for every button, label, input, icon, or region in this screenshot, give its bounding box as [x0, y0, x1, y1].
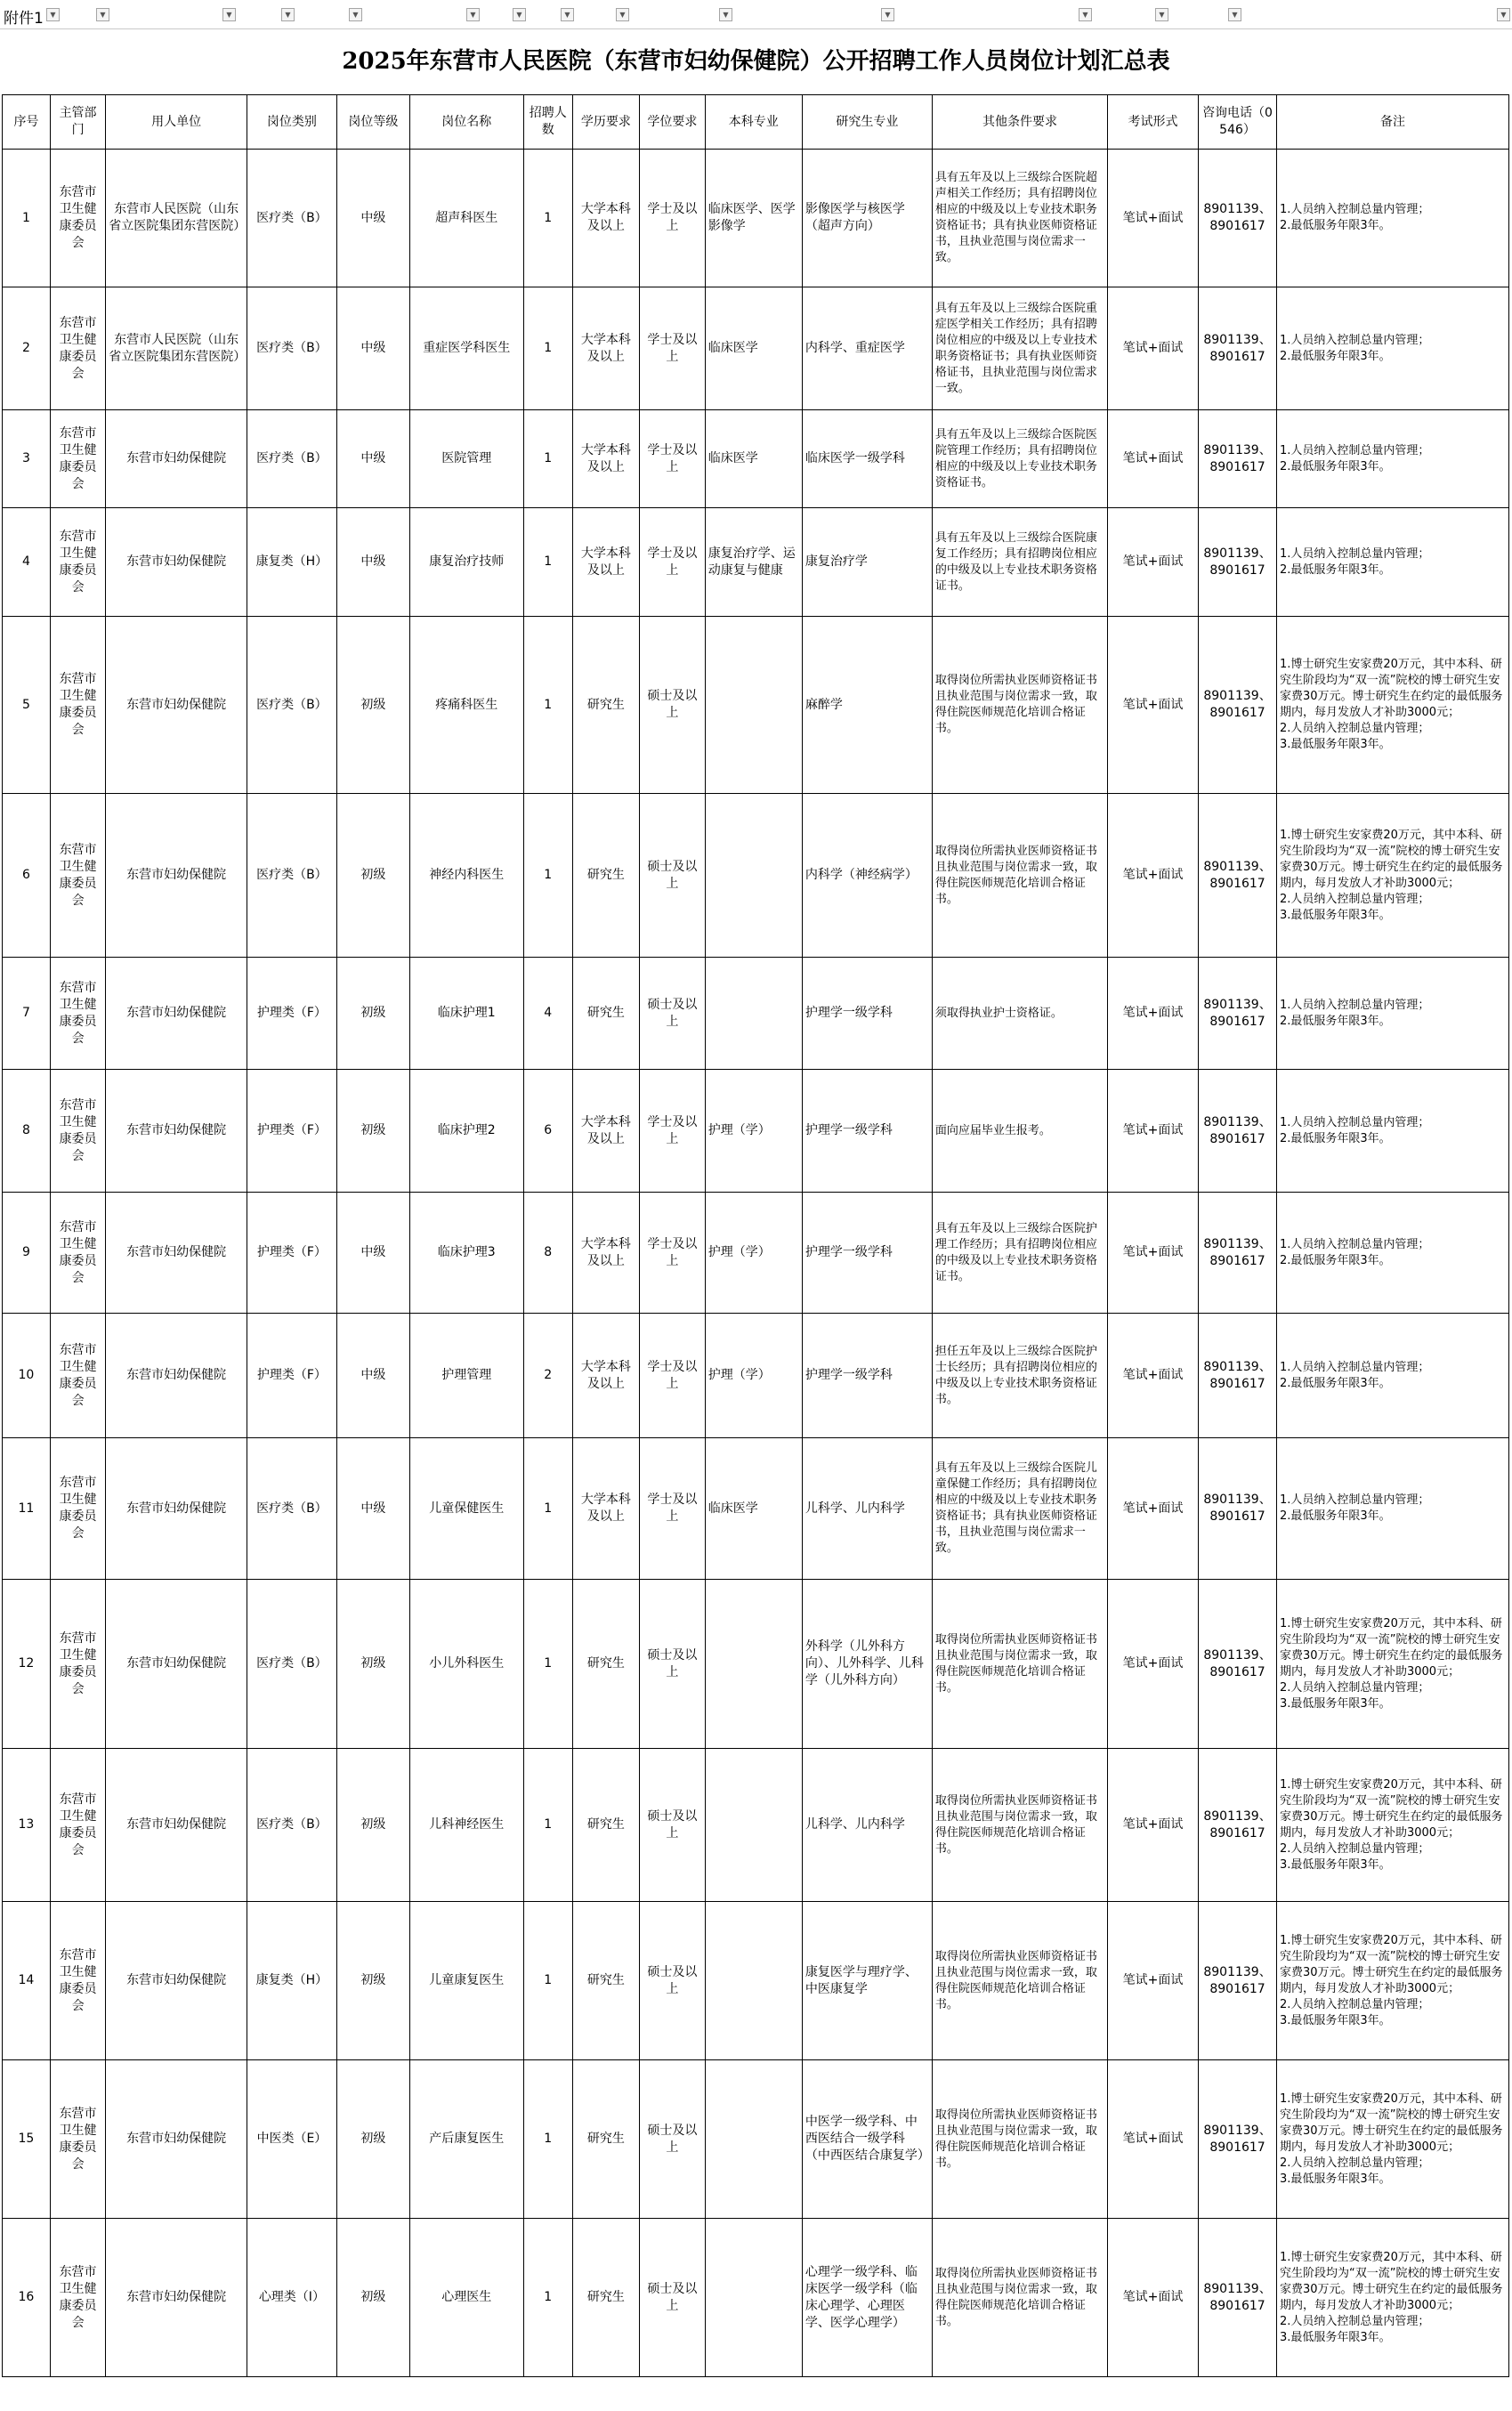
cell-remarks[interactable]: 1.博士研究生安家费20万元，其中本科、研究生阶段均为“双一流”院校的博士研究生安家费30万元。博士研究生在约定的最低服务期内，每月发放人才补助3000元； 2.人员纳入控制总量内管理； 3.最低服务年限3年。	[1276, 1580, 1508, 1749]
cell-post-name[interactable]: 医院管理	[409, 410, 523, 508]
cell-department[interactable]: 东营市卫生健康委员会	[50, 1902, 105, 2060]
cell-education[interactable]: 研究生	[572, 958, 639, 1070]
filter-bar	[0, 0, 1512, 29]
cell-index[interactable]: 7	[3, 958, 51, 1070]
cell-remarks[interactable]: 1.人员纳入控制总量内管理； 2.最低服务年限3年。	[1276, 1314, 1508, 1438]
cell-employer[interactable]: 东营市妇幼保健院	[106, 2219, 247, 2377]
cell-post-name[interactable]: 临床护理3	[409, 1193, 523, 1314]
cell-graduate-major[interactable]: 内科学（神经病学）	[802, 794, 932, 958]
cell-degree[interactable]: 学士及以上	[640, 1314, 706, 1438]
cell-graduate-major[interactable]: 内科学、重症医学	[802, 287, 932, 410]
col-header-undergrad-major[interactable]: 本科专业	[705, 95, 802, 150]
cell-post-grade[interactable]: 初级	[336, 617, 409, 794]
cell-education[interactable]: 大学本科及以上	[572, 1193, 639, 1314]
cell-exam-format[interactable]: 笔试+面试	[1108, 1314, 1199, 1438]
cell-post-name[interactable]: 康复治疗技师	[409, 508, 523, 617]
cell-degree[interactable]: 学士及以上	[640, 1193, 706, 1314]
table-row	[3, 958, 1509, 1070]
cell-post-name[interactable]: 儿童保健医生	[409, 1438, 523, 1580]
table-row	[3, 617, 1509, 794]
cell-department[interactable]: 东营市卫生健康委员会	[50, 794, 105, 958]
cell-post-grade[interactable]: 初级	[336, 2219, 409, 2377]
col-header-remarks[interactable]: 备注	[1276, 95, 1508, 150]
filter-dropdown-icon[interactable]: ▼	[96, 8, 109, 21]
cell-undergrad-major[interactable]: 临床医学	[705, 1438, 802, 1580]
cell-other-requirements[interactable]: 取得岗位所需执业医师资格证书且执业范围与岗位需求一致，取得住院医师规范化培训合格证书。	[932, 2219, 1107, 2377]
col-header-post-category[interactable]: 岗位类别	[247, 95, 337, 150]
cell-post-name[interactable]: 疼痛科医生	[409, 617, 523, 794]
cell-headcount[interactable]: 1	[523, 410, 572, 508]
filter-dropdown-icon[interactable]: ▼	[881, 8, 894, 21]
cell-index[interactable]: 11	[3, 1438, 51, 1580]
cell-education[interactable]: 研究生	[572, 2060, 639, 2219]
cell-remarks[interactable]: 1.博士研究生安家费20万元，其中本科、研究生阶段均为“双一流”院校的博士研究生安家费30万元。博士研究生在约定的最低服务期内，每月发放人才补助3000元； 2.人员纳入控制总量内管理； 3.最低服务年限3年。	[1276, 1749, 1508, 1902]
cell-education[interactable]: 大学本科及以上	[572, 150, 639, 287]
cell-post-name[interactable]: 临床护理1	[409, 958, 523, 1070]
cell-phone[interactable]: 8901139、8901617	[1199, 1070, 1277, 1193]
cell-graduate-major[interactable]: 中医学一级学科、中西医结合一级学科（中西医结合康复学）	[802, 2060, 932, 2219]
cell-department[interactable]: 东营市卫生健康委员会	[50, 2060, 105, 2219]
cell-post-category[interactable]: 医疗类（B）	[247, 150, 337, 287]
cell-other-requirements[interactable]: 具有五年及以上三级综合医院康复工作经历；具有招聘岗位相应的中级及以上专业技术职务资格证书。	[932, 508, 1107, 617]
cell-department[interactable]: 东营市卫生健康委员会	[50, 410, 105, 508]
cell-graduate-major[interactable]: 护理学一级学科	[802, 958, 932, 1070]
cell-undergrad-major[interactable]: 临床医学	[705, 287, 802, 410]
cell-exam-format[interactable]: 笔试+面试	[1108, 1193, 1199, 1314]
cell-exam-format[interactable]: 笔试+面试	[1108, 1902, 1199, 2060]
cell-degree[interactable]: 硕士及以上	[640, 617, 706, 794]
cell-other-requirements[interactable]: 取得岗位所需执业医师资格证书且执业范围与岗位需求一致，取得住院医师规范化培训合格证书。	[932, 1580, 1107, 1749]
header-row	[3, 95, 1509, 150]
cell-education[interactable]: 大学本科及以上	[572, 1438, 639, 1580]
cell-exam-format[interactable]: 笔试+面试	[1108, 794, 1199, 958]
cell-headcount[interactable]: 1	[523, 150, 572, 287]
cell-post-name[interactable]: 临床护理2	[409, 1070, 523, 1193]
cell-department[interactable]: 东营市卫生健康委员会	[50, 2219, 105, 2377]
cell-phone[interactable]: 8901139、8901617	[1199, 1193, 1277, 1314]
cell-headcount[interactable]: 1	[523, 2219, 572, 2377]
cell-index[interactable]: 6	[3, 794, 51, 958]
cell-undergrad-major[interactable]	[705, 1749, 802, 1902]
cell-exam-format[interactable]: 笔试+面试	[1108, 150, 1199, 287]
cell-other-requirements[interactable]: 具有五年及以上三级综合医院护理工作经历；具有招聘岗位相应的中级及以上专业技术职务资格证书。	[932, 1193, 1107, 1314]
cell-phone[interactable]: 8901139、8901617	[1199, 410, 1277, 508]
cell-education[interactable]: 大学本科及以上	[572, 410, 639, 508]
cell-remarks[interactable]: 1.人员纳入控制总量内管理； 2.最低服务年限3年。	[1276, 958, 1508, 1070]
cell-department[interactable]: 东营市卫生健康委员会	[50, 287, 105, 410]
cell-undergrad-major[interactable]: 临床医学、医学影像学	[705, 150, 802, 287]
cell-education[interactable]: 研究生	[572, 617, 639, 794]
cell-degree[interactable]: 硕士及以上	[640, 958, 706, 1070]
cell-index[interactable]: 15	[3, 2060, 51, 2219]
cell-other-requirements[interactable]: 具有五年及以上三级综合医院医院管理工作经历；具有招聘岗位相应的中级及以上专业技术职务资格证书。	[932, 410, 1107, 508]
cell-post-grade[interactable]: 中级	[336, 1438, 409, 1580]
cell-employer[interactable]: 东营市妇幼保健院	[106, 410, 247, 508]
cell-phone[interactable]: 8901139、8901617	[1199, 2219, 1277, 2377]
cell-phone[interactable]: 8901139、8901617	[1199, 287, 1277, 410]
table-row	[3, 1438, 1509, 1580]
cell-degree[interactable]: 学士及以上	[640, 287, 706, 410]
table-row	[3, 1749, 1509, 1902]
cell-post-grade[interactable]: 中级	[336, 508, 409, 617]
filter-dropdown-icon[interactable]: ▼	[281, 8, 295, 21]
cell-other-requirements[interactable]: 取得岗位所需执业医师资格证书且执业范围与岗位需求一致，取得住院医师规范化培训合格证书。	[932, 2060, 1107, 2219]
cell-remarks[interactable]: 1.人员纳入控制总量内管理； 2.最低服务年限3年。	[1276, 287, 1508, 410]
cell-other-requirements[interactable]: 具有五年及以上三级综合医院超声相关工作经历；具有招聘岗位相应的中级及以上专业技术职务资格证书；具有执业医师资格证书，且执业范围与岗位需求一致。	[932, 150, 1107, 287]
cell-post-grade[interactable]: 初级	[336, 794, 409, 958]
cell-graduate-major[interactable]: 护理学一级学科	[802, 1070, 932, 1193]
cell-post-category[interactable]: 护理类（F）	[247, 1193, 337, 1314]
col-header-department[interactable]: 主管部门	[50, 95, 105, 150]
table-row	[3, 1193, 1509, 1314]
cell-post-name[interactable]: 超声科医生	[409, 150, 523, 287]
cell-post-category[interactable]: 护理类（F）	[247, 958, 337, 1070]
table-row	[3, 1580, 1509, 1749]
cell-post-name[interactable]: 心理医生	[409, 2219, 523, 2377]
col-header-graduate-major[interactable]: 研究生专业	[802, 95, 932, 150]
cell-degree[interactable]: 硕士及以上	[640, 2219, 706, 2377]
cell-employer[interactable]: 东营市妇幼保健院	[106, 508, 247, 617]
cell-department[interactable]: 东营市卫生健康委员会	[50, 150, 105, 287]
cell-headcount[interactable]: 1	[523, 287, 572, 410]
cell-index[interactable]: 1	[3, 150, 51, 287]
cell-undergrad-major[interactable]: 临床医学	[705, 410, 802, 508]
cell-index[interactable]: 13	[3, 1749, 51, 1902]
cell-post-category[interactable]: 医疗类（B）	[247, 287, 337, 410]
cell-other-requirements[interactable]: 担任五年及以上三级综合医院护士长经历；具有招聘岗位相应的中级及以上专业技术职务资格证书。	[932, 1314, 1107, 1438]
cell-undergrad-major[interactable]: 护理（学）	[705, 1314, 802, 1438]
filter-dropdown-icon[interactable]: ▼	[561, 8, 574, 21]
filter-dropdown-icon[interactable]: ▼	[222, 8, 236, 21]
cell-graduate-major[interactable]: 麻醉学	[802, 617, 932, 794]
cell-exam-format[interactable]: 笔试+面试	[1108, 1070, 1199, 1193]
cell-remarks[interactable]: 1.博士研究生安家费20万元，其中本科、研究生阶段均为“双一流”院校的博士研究生安家费30万元。博士研究生在约定的最低服务期内，每月发放人才补助3000元； 2.人员纳入控制总量内管理； 3.最低服务年限3年。	[1276, 2060, 1508, 2219]
filter-dropdown-icon[interactable]: ▼	[616, 8, 629, 21]
cell-employer[interactable]: 东营市妇幼保健院	[106, 1749, 247, 1902]
cell-education[interactable]: 大学本科及以上	[572, 1314, 639, 1438]
cell-graduate-major[interactable]: 儿科学、儿内科学	[802, 1438, 932, 1580]
cell-department[interactable]: 东营市卫生健康委员会	[50, 1749, 105, 1902]
cell-undergrad-major[interactable]: 护理（学）	[705, 1193, 802, 1314]
cell-index[interactable]: 14	[3, 1902, 51, 2060]
cell-other-requirements[interactable]: 须取得执业护士资格证。	[932, 958, 1107, 1070]
col-header-post-grade[interactable]: 岗位等级	[336, 95, 409, 150]
cell-undergrad-major[interactable]	[705, 794, 802, 958]
cell-graduate-major[interactable]: 临床医学一级学科	[802, 410, 932, 508]
cell-post-name[interactable]: 儿童康复医生	[409, 1902, 523, 2060]
col-header-education[interactable]: 学历要求	[572, 95, 639, 150]
filter-dropdown-icon[interactable]: ▼	[1155, 8, 1168, 21]
cell-index[interactable]: 8	[3, 1070, 51, 1193]
cell-headcount[interactable]: 1	[523, 508, 572, 617]
cell-education[interactable]: 研究生	[572, 1902, 639, 2060]
cell-education[interactable]: 研究生	[572, 794, 639, 958]
table-row	[3, 2060, 1509, 2219]
cell-employer[interactable]: 东营市妇幼保健院	[106, 1902, 247, 2060]
cell-department[interactable]: 东营市卫生健康委员会	[50, 1438, 105, 1580]
cell-post-name[interactable]: 神经内科医生	[409, 794, 523, 958]
cell-degree[interactable]: 硕士及以上	[640, 794, 706, 958]
cell-remarks[interactable]: 1.人员纳入控制总量内管理； 2.最低服务年限3年。	[1276, 508, 1508, 617]
positions-table	[2, 94, 1509, 2377]
cell-post-category[interactable]: 心理类（I）	[247, 2219, 337, 2377]
cell-post-grade[interactable]: 初级	[336, 1902, 409, 2060]
cell-other-requirements[interactable]: 取得岗位所需执业医师资格证书且执业范围与岗位需求一致，取得住院医师规范化培训合格证书。	[932, 794, 1107, 958]
cell-department[interactable]: 东营市卫生健康委员会	[50, 1314, 105, 1438]
cell-headcount[interactable]: 1	[523, 1580, 572, 1749]
cell-index[interactable]: 4	[3, 508, 51, 617]
cell-headcount[interactable]: 2	[523, 1314, 572, 1438]
cell-other-requirements[interactable]: 具有五年及以上三级综合医院儿童保健工作经历；具有招聘岗位相应的中级及以上专业技术职务资格证书；具有执业医师资格证书，且执业范围与岗位需求一致。	[932, 1438, 1107, 1580]
cell-department[interactable]: 东营市卫生健康委员会	[50, 508, 105, 617]
cell-employer[interactable]: 东营市人民医院（山东省立医院集团东营医院）	[106, 150, 247, 287]
cell-graduate-major[interactable]: 影像医学与核医学（超声方向）	[802, 150, 932, 287]
table-row	[3, 508, 1509, 617]
cell-post-category[interactable]: 护理类（F）	[247, 1070, 337, 1193]
filter-dropdown-icon[interactable]: ▼	[1079, 8, 1092, 21]
cell-exam-format[interactable]: 笔试+面试	[1108, 508, 1199, 617]
cell-headcount[interactable]: 1	[523, 1438, 572, 1580]
filter-dropdown-icon[interactable]: ▼	[719, 8, 732, 21]
cell-degree[interactable]: 学士及以上	[640, 410, 706, 508]
cell-other-requirements[interactable]: 具有五年及以上三级综合医院重症医学相关工作经历；具有招聘岗位相应的中级及以上专业技术职务资格证书；具有执业医师资格证书，且执业范围与岗位需求一致。	[932, 287, 1107, 410]
cell-phone[interactable]: 8901139、8901617	[1199, 1749, 1277, 1902]
cell-degree[interactable]: 学士及以上	[640, 508, 706, 617]
cell-post-name[interactable]: 儿科神经医生	[409, 1749, 523, 1902]
cell-remarks[interactable]: 1.博士研究生安家费20万元，其中本科、研究生阶段均为“双一流”院校的博士研究生安家费30万元。博士研究生在约定的最低服务期内，每月发放人才补助3000元； 2.人员纳入控制总量内管理； 3.最低服务年限3年。	[1276, 1902, 1508, 2060]
cell-post-grade[interactable]: 中级	[336, 287, 409, 410]
cell-graduate-major[interactable]: 护理学一级学科	[802, 1193, 932, 1314]
table-row	[3, 1902, 1509, 2060]
cell-graduate-major[interactable]: 康复治疗学	[802, 508, 932, 617]
cell-degree[interactable]: 学士及以上	[640, 1438, 706, 1580]
cell-employer[interactable]: 东营市妇幼保健院	[106, 958, 247, 1070]
cell-other-requirements[interactable]: 面向应届毕业生报考。	[932, 1070, 1107, 1193]
cell-employer[interactable]: 东营市妇幼保健院	[106, 1438, 247, 1580]
cell-index[interactable]: 2	[3, 287, 51, 410]
cell-phone[interactable]: 8901139、8901617	[1199, 1314, 1277, 1438]
cell-degree[interactable]: 学士及以上	[640, 150, 706, 287]
table-row	[3, 1314, 1509, 1438]
cell-index[interactable]: 5	[3, 617, 51, 794]
cell-phone[interactable]: 8901139、8901617	[1199, 508, 1277, 617]
cell-graduate-major[interactable]: 儿科学、儿内科学	[802, 1749, 932, 1902]
cell-post-name[interactable]: 护理管理	[409, 1314, 523, 1438]
cell-post-category[interactable]: 中医类（E）	[247, 2060, 337, 2219]
cell-degree[interactable]: 硕士及以上	[640, 1749, 706, 1902]
cell-undergrad-major[interactable]	[705, 617, 802, 794]
cell-exam-format[interactable]: 笔试+面试	[1108, 617, 1199, 794]
col-header-exam-format[interactable]: 考试形式	[1108, 95, 1199, 150]
col-header-post-name[interactable]: 岗位名称	[409, 95, 523, 150]
cell-department[interactable]: 东营市卫生健康委员会	[50, 1193, 105, 1314]
cell-headcount[interactable]: 1	[523, 1902, 572, 2060]
col-header-index[interactable]: 序号	[3, 95, 51, 150]
cell-post-grade[interactable]: 初级	[336, 1070, 409, 1193]
cell-remarks[interactable]: 1.人员纳入控制总量内管理； 2.最低服务年限3年。	[1276, 410, 1508, 508]
filter-dropdown-icon[interactable]: ▼	[46, 8, 60, 21]
cell-undergrad-major[interactable]	[705, 1902, 802, 2060]
cell-undergrad-major[interactable]	[705, 2219, 802, 2377]
cell-exam-format[interactable]: 笔试+面试	[1108, 2219, 1199, 2377]
cell-exam-format[interactable]: 笔试+面试	[1108, 958, 1199, 1070]
cell-post-category[interactable]: 康复类（H）	[247, 508, 337, 617]
cell-post-category[interactable]: 医疗类（B）	[247, 410, 337, 508]
cell-index[interactable]: 16	[3, 2219, 51, 2377]
cell-post-grade[interactable]: 中级	[336, 1193, 409, 1314]
cell-undergrad-major[interactable]	[705, 1580, 802, 1749]
cell-headcount[interactable]: 8	[523, 1193, 572, 1314]
cell-headcount[interactable]: 1	[523, 794, 572, 958]
col-header-other-requirements[interactable]: 其他条件要求	[932, 95, 1107, 150]
cell-other-requirements[interactable]: 取得岗位所需执业医师资格证书且执业范围与岗位需求一致，取得住院医师规范化培训合格证书。	[932, 1749, 1107, 1902]
cell-post-grade[interactable]: 中级	[336, 150, 409, 287]
cell-phone[interactable]: 8901139、8901617	[1199, 1580, 1277, 1749]
cell-graduate-major[interactable]: 外科学（儿外科方向）、儿外科学、儿科学（儿外科方向）	[802, 1580, 932, 1749]
cell-post-category[interactable]: 医疗类（B）	[247, 1438, 337, 1580]
cell-remarks[interactable]: 1.人员纳入控制总量内管理； 2.最低服务年限3年。	[1276, 1438, 1508, 1580]
cell-post-name[interactable]: 小儿外科医生	[409, 1580, 523, 1749]
cell-degree[interactable]: 硕士及以上	[640, 1580, 706, 1749]
table-row	[3, 150, 1509, 287]
cell-phone[interactable]: 8901139、8901617	[1199, 1902, 1277, 2060]
cell-education[interactable]: 研究生	[572, 1749, 639, 1902]
table-row	[3, 2219, 1509, 2377]
cell-headcount[interactable]: 4	[523, 958, 572, 1070]
cell-exam-format[interactable]: 笔试+面试	[1108, 1438, 1199, 1580]
filter-dropdown-icon[interactable]: ▼	[349, 8, 362, 21]
table-body	[3, 150, 1509, 2377]
cell-education[interactable]: 大学本科及以上	[572, 287, 639, 410]
cell-phone[interactable]: 8901139、8901617	[1199, 958, 1277, 1070]
cell-employer[interactable]: 东营市妇幼保健院	[106, 617, 247, 794]
cell-education[interactable]: 研究生	[572, 1580, 639, 1749]
cell-remarks[interactable]: 1.人员纳入控制总量内管理； 2.最低服务年限3年。	[1276, 1070, 1508, 1193]
cell-remarks[interactable]: 1.博士研究生安家费20万元，其中本科、研究生阶段均为“双一流”院校的博士研究生安家费30万元。博士研究生在约定的最低服务期内，每月发放人才补助3000元； 2.人员纳入控制总量内管理； 3.最低服务年限3年。	[1276, 617, 1508, 794]
cell-phone[interactable]: 8901139、8901617	[1199, 617, 1277, 794]
filter-dropdown-icon[interactable]: ▼	[466, 8, 480, 21]
table-row	[3, 410, 1509, 508]
cell-exam-format[interactable]: 笔试+面试	[1108, 1580, 1199, 1749]
cell-index[interactable]: 10	[3, 1314, 51, 1438]
annex-label: 附件1	[4, 10, 44, 28]
cell-undergrad-major[interactable]: 康复治疗学、运动康复与健康	[705, 508, 802, 617]
cell-post-grade[interactable]: 初级	[336, 1749, 409, 1902]
cell-index[interactable]: 9	[3, 1193, 51, 1314]
cell-post-category[interactable]: 康复类（H）	[247, 1902, 337, 2060]
col-header-degree[interactable]: 学位要求	[640, 95, 706, 150]
cell-remarks[interactable]: 1.博士研究生安家费20万元，其中本科、研究生阶段均为“双一流”院校的博士研究生安家费30万元。博士研究生在约定的最低服务期内，每月发放人才补助3000元； 2.人员纳入控制总量内管理； 3.最低服务年限3年。	[1276, 2219, 1508, 2377]
cell-degree[interactable]: 学士及以上	[640, 1070, 706, 1193]
table-row	[3, 794, 1509, 958]
cell-headcount[interactable]: 6	[523, 1070, 572, 1193]
cell-phone[interactable]: 8901139、8901617	[1199, 2060, 1277, 2219]
col-header-employer[interactable]: 用人单位	[106, 95, 247, 150]
cell-degree[interactable]: 硕士及以上	[640, 1902, 706, 2060]
col-header-phone[interactable]: 咨询电话（0546）	[1199, 95, 1277, 150]
cell-degree[interactable]: 硕士及以上	[640, 2060, 706, 2219]
cell-phone[interactable]: 8901139、8901617	[1199, 1438, 1277, 1580]
cell-post-category[interactable]: 医疗类（B）	[247, 1749, 337, 1902]
cell-other-requirements[interactable]: 取得岗位所需执业医师资格证书且执业范围与岗位需求一致，取得住院医师规范化培训合格证书。	[932, 1902, 1107, 2060]
cell-exam-format[interactable]: 笔试+面试	[1108, 1749, 1199, 1902]
cell-index[interactable]: 3	[3, 410, 51, 508]
filter-dropdown-icon[interactable]: ▼	[513, 8, 526, 21]
col-header-headcount[interactable]: 招聘人数	[523, 95, 572, 150]
cell-employer[interactable]: 东营市人民医院（山东省立医院集团东营医院）	[106, 287, 247, 410]
cell-graduate-major[interactable]: 心理学一级学科、临床医学一级学科（临床心理学、心理医学、医学心理学）	[802, 2219, 932, 2377]
cell-post-grade[interactable]: 初级	[336, 958, 409, 1070]
cell-post-category[interactable]: 医疗类（B）	[247, 794, 337, 958]
cell-other-requirements[interactable]: 取得岗位所需执业医师资格证书且执业范围与岗位需求一致，取得住院医师规范化培训合格证书。	[932, 617, 1107, 794]
cell-department[interactable]: 东营市卫生健康委员会	[50, 1580, 105, 1749]
cell-remarks[interactable]: 1.人员纳入控制总量内管理； 2.最低服务年限3年。	[1276, 1193, 1508, 1314]
filter-dropdown-icon[interactable]: ▼	[1497, 8, 1510, 21]
cell-post-grade[interactable]: 初级	[336, 2060, 409, 2219]
cell-headcount[interactable]: 1	[523, 1749, 572, 1902]
cell-remarks[interactable]: 1.人员纳入控制总量内管理； 2.最低服务年限3年。	[1276, 150, 1508, 287]
cell-employer[interactable]: 东营市妇幼保健院	[106, 1070, 247, 1193]
cell-employer[interactable]: 东营市妇幼保健院	[106, 2060, 247, 2219]
table-row	[3, 1070, 1509, 1193]
cell-graduate-major[interactable]: 康复医学与理疗学、中医康复学	[802, 1902, 932, 2060]
cell-post-grade[interactable]: 初级	[336, 1580, 409, 1749]
cell-exam-format[interactable]: 笔试+面试	[1108, 287, 1199, 410]
cell-employer[interactable]: 东营市妇幼保健院	[106, 794, 247, 958]
cell-post-name[interactable]: 重症医学科医生	[409, 287, 523, 410]
table-row	[3, 287, 1509, 410]
cell-employer[interactable]: 东营市妇幼保健院	[106, 1193, 247, 1314]
cell-employer[interactable]: 东营市妇幼保健院	[106, 1314, 247, 1438]
cell-phone[interactable]: 8901139、8901617	[1199, 150, 1277, 287]
cell-headcount[interactable]: 1	[523, 2060, 572, 2219]
cell-employer[interactable]: 东营市妇幼保健院	[106, 1580, 247, 1749]
cell-undergrad-major[interactable]	[705, 2060, 802, 2219]
cell-post-grade[interactable]: 中级	[336, 410, 409, 508]
cell-undergrad-major[interactable]: 护理（学）	[705, 1070, 802, 1193]
cell-exam-format[interactable]: 笔试+面试	[1108, 2060, 1199, 2219]
cell-post-category[interactable]: 医疗类（B）	[247, 1580, 337, 1749]
cell-education[interactable]: 研究生	[572, 2219, 639, 2377]
cell-index[interactable]: 12	[3, 1580, 51, 1749]
filter-dropdown-icon[interactable]: ▼	[1228, 8, 1241, 21]
cell-headcount[interactable]: 1	[523, 617, 572, 794]
page-title: 2025年东营市人民医院（东营市妇幼保健院）公开招聘工作人员岗位计划汇总表	[342, 48, 1170, 75]
cell-undergrad-major[interactable]	[705, 958, 802, 1070]
cell-graduate-major[interactable]: 护理学一级学科	[802, 1314, 932, 1438]
cell-post-grade[interactable]: 中级	[336, 1314, 409, 1438]
cell-department[interactable]: 东营市卫生健康委员会	[50, 1070, 105, 1193]
cell-post-name[interactable]: 产后康复医生	[409, 2060, 523, 2219]
cell-department[interactable]: 东营市卫生健康委员会	[50, 617, 105, 794]
cell-education[interactable]: 大学本科及以上	[572, 508, 639, 617]
cell-post-category[interactable]: 医疗类（B）	[247, 617, 337, 794]
cell-phone[interactable]: 8901139、8901617	[1199, 794, 1277, 958]
cell-post-category[interactable]: 护理类（F）	[247, 1314, 337, 1438]
cell-exam-format[interactable]: 笔试+面试	[1108, 410, 1199, 508]
cell-education[interactable]: 大学本科及以上	[572, 1070, 639, 1193]
cell-department[interactable]: 东营市卫生健康委员会	[50, 958, 105, 1070]
cell-remarks[interactable]: 1.博士研究生安家费20万元，其中本科、研究生阶段均为“双一流”院校的博士研究生安家费30万元。博士研究生在约定的最低服务期内，每月发放人才补助3000元； 2.人员纳入控制总量内管理； 3.最低服务年限3年。	[1276, 794, 1508, 958]
